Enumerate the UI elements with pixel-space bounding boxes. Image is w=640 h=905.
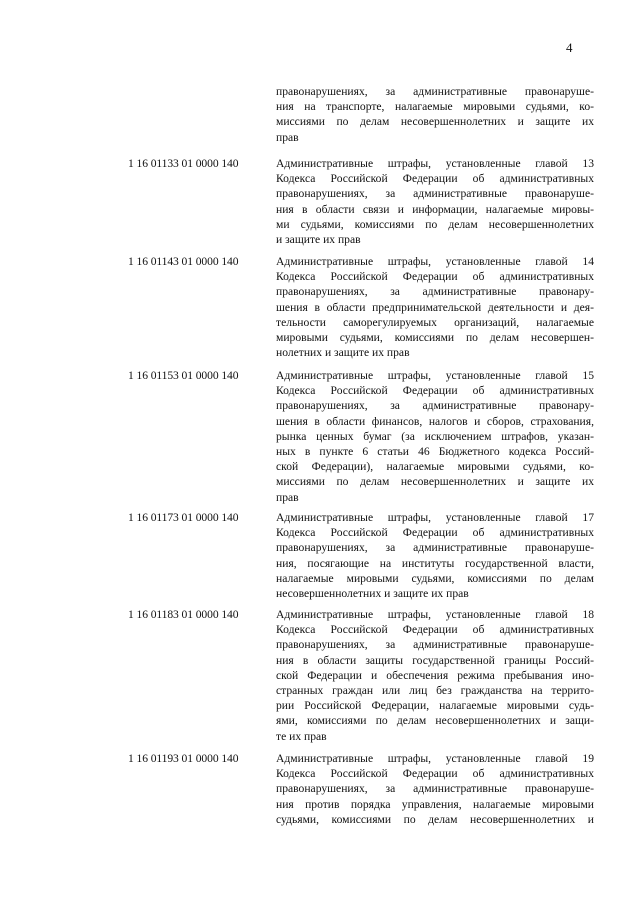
entry-code: 1 16 01133 01 0000 140	[128, 157, 239, 170]
text-line: тельности саморегулируемых организаций, налагаемые	[276, 315, 594, 329]
text-line: ния на транспорте, налагаемые мировыми судьями, ко-	[276, 100, 594, 114]
entry-description	[276, 510, 594, 601]
text-line: правонарушениях, за административные правонаруше-	[276, 187, 594, 201]
text-line: правонарушениях, за административные правонаруше-	[276, 85, 594, 98]
text-line: Административные штрафы, установленные главой 13	[276, 157, 594, 170]
text-line: правонарушениях, за административные правонаруше-	[276, 541, 594, 555]
text-line: Кодекса Российской Федерации об административных	[276, 270, 594, 284]
entry-description	[276, 607, 594, 744]
text-line: Кодекса Российской Федерации об административных	[276, 526, 594, 540]
text-line: ния, посягающие на институты государственной власти,	[276, 556, 594, 570]
text-line: миссиями по делам несовершеннолетних и защите их	[276, 115, 594, 129]
text-line: налагаемые мировыми судьями, комиссиями по делам	[276, 571, 594, 585]
page-number: 4	[566, 40, 573, 55]
text-line: рии Российской Федерации, налагаемые мировыми судь-	[276, 699, 594, 713]
text-line: Кодекса Российской Федерации об административных	[276, 172, 594, 186]
text-line: Административные штрафы, установленные главой 19	[276, 752, 594, 765]
text-line: Кодекса Российской Федерации об административных	[276, 384, 594, 398]
text-line: ных в пункте 6 статьи 46 Бюджетного кодекса Россий-	[276, 445, 594, 459]
text-line: прав	[276, 490, 299, 504]
text-line: Административные штрафы, установленные главой 14	[276, 255, 594, 268]
text-line: правонарушениях, за административные правонаруше-	[276, 638, 594, 652]
text-line: те их прав	[276, 729, 327, 743]
text-line: шения в области финансов, налогов и сборов, страхования,	[276, 414, 594, 428]
text-line: ской Федерации и обеспечения режима пребывания ино-	[276, 668, 594, 682]
text-line: Кодекса Российской Федерации об административных	[276, 623, 594, 637]
text-line: Административные штрафы, установленные главой 17	[276, 511, 594, 524]
text-line: ния в области защиты государственной границы Россий-	[276, 653, 594, 667]
text-line: миссиями по делам несовершеннолетних и защите их	[276, 475, 594, 489]
text-line: Кодекса Российской Федерации об административных	[276, 767, 594, 781]
entry-description	[276, 156, 594, 247]
text-line: нолетних и защите их прав	[276, 346, 410, 360]
continuation-text	[276, 84, 594, 145]
entry-code: 1 16 01193 01 0000 140	[128, 752, 239, 765]
text-line: ями, комиссиями по делам несовершеннолетних и защи-	[276, 714, 594, 728]
text-line: прав	[276, 130, 299, 144]
entry-code: 1 16 01183 01 0000 140	[128, 608, 239, 621]
entry-description	[276, 368, 594, 505]
text-line: ния против порядка управления, налагаемые мировыми	[276, 797, 594, 811]
text-line: ми судьями, комиссиями по делам несовершеннолетних	[276, 217, 594, 231]
text-line: и защите их прав	[276, 233, 361, 247]
text-line: странных граждан или лиц без гражданства на террито-	[276, 684, 594, 698]
entry-description	[276, 254, 594, 360]
text-line: мировыми судьями, комиссиями по делам несовершен-	[276, 331, 594, 345]
text-line: несовершеннолетних и защите их прав	[276, 587, 469, 601]
entry-description	[276, 751, 594, 827]
text-line: Административные штрафы, установленные главой 18	[276, 608, 594, 621]
entry-code: 1 16 01173 01 0000 140	[128, 511, 239, 524]
text-line: правонарушениях, за административные правонару-	[276, 285, 594, 299]
text-line: рынка ценных бумаг (за исключением штрафов, указан-	[276, 429, 594, 443]
text-line: Административные штрафы, установленные главой 15	[276, 369, 594, 382]
entry-code: 1 16 01143 01 0000 140	[128, 255, 239, 268]
text-line: правонарушениях, за административные правонару-	[276, 399, 594, 413]
text-line: судьями, комиссиями по делам несовершеннолетних и	[276, 812, 594, 826]
text-line: шения в области предпринимательской деятельности и дея-	[276, 300, 594, 314]
text-line: ния в области связи и информации, налагаемые мировы-	[276, 202, 594, 216]
text-line: правонарушениях, за административные правонаруше-	[276, 782, 594, 796]
entry-code: 1 16 01153 01 0000 140	[128, 369, 239, 382]
text-line: ской Федерации), налагаемые мировыми судьями, ко-	[276, 460, 594, 474]
